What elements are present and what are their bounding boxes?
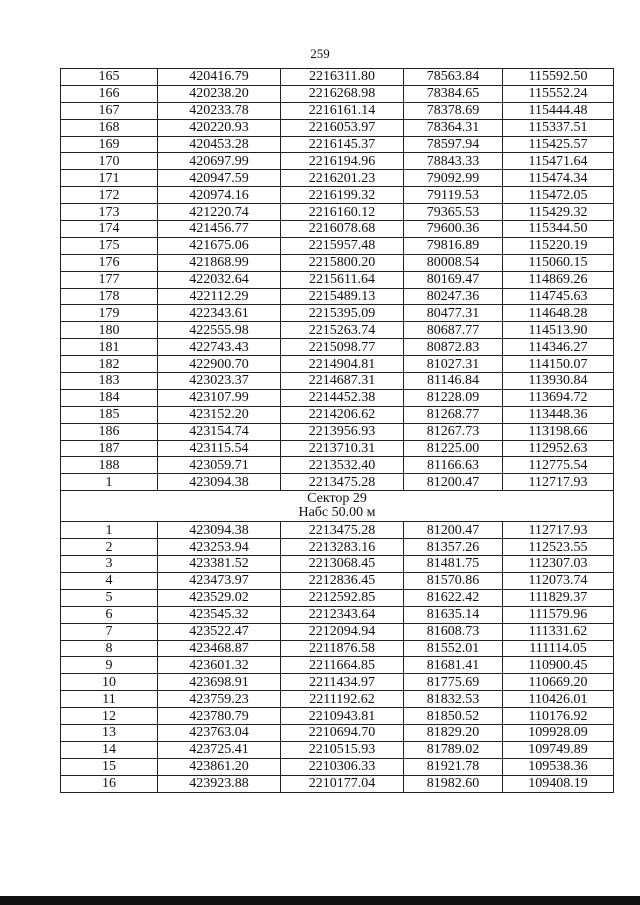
coordinate-cell: 423094.38 <box>158 522 281 539</box>
point-number-cell: 168 <box>61 119 158 136</box>
coordinate-cell: 422743.43 <box>158 339 281 356</box>
coordinate-cell: 2211434.97 <box>281 674 404 691</box>
coordinate-cell: 423154.74 <box>158 423 281 440</box>
coordinate-cell: 423780.79 <box>158 708 281 725</box>
point-number-cell: 182 <box>61 356 158 373</box>
coordinate-cell: 111579.96 <box>503 606 614 623</box>
coordinate-cell: 2210694.70 <box>281 724 404 741</box>
coordinate-cell: 423468.87 <box>158 640 281 657</box>
coordinate-cell: 81850.52 <box>404 708 503 725</box>
coordinate-cell: 109749.89 <box>503 741 614 758</box>
coordinate-cell: 112307.03 <box>503 556 614 573</box>
coordinate-cell: 423923.88 <box>158 775 281 792</box>
point-number-cell: 16 <box>61 775 158 792</box>
coordinate-cell: 2215800.20 <box>281 254 404 271</box>
coordinate-cell: 423094.38 <box>158 474 281 491</box>
table-row <box>61 522 614 539</box>
coordinate-cell: 420416.79 <box>158 69 281 86</box>
coordinate-cell: 111114.05 <box>503 640 614 657</box>
coordinate-cell: 423115.54 <box>158 440 281 457</box>
table-row <box>61 775 614 792</box>
coordinate-cell: 110669.20 <box>503 674 614 691</box>
coordinate-cell: 80477.31 <box>404 305 503 322</box>
point-number-cell: 12 <box>61 708 158 725</box>
point-number-cell: 15 <box>61 758 158 775</box>
coordinate-cell: 78597.94 <box>404 136 503 153</box>
coordinate-cell: 2216201.23 <box>281 170 404 187</box>
table-row <box>61 640 614 657</box>
table-row <box>61 389 614 406</box>
point-number-cell: 172 <box>61 187 158 204</box>
table-row <box>61 221 614 238</box>
table-row <box>61 556 614 573</box>
coordinate-cell: 2216311.80 <box>281 69 404 86</box>
coordinate-cell: 2216053.97 <box>281 119 404 136</box>
coordinate-cell: 115344.50 <box>503 221 614 238</box>
point-number-cell: 14 <box>61 741 158 758</box>
point-number-cell: 4 <box>61 572 158 589</box>
point-number-cell: 178 <box>61 288 158 305</box>
coordinate-cell: 114150.07 <box>503 356 614 373</box>
coordinate-cell: 81921.78 <box>404 758 503 775</box>
page-number: 259 <box>310 46 330 61</box>
coordinate-cell: 81829.20 <box>404 724 503 741</box>
point-number-cell: 183 <box>61 373 158 390</box>
coordinate-cell: 81622.42 <box>404 589 503 606</box>
coordinate-cell: 78843.33 <box>404 153 503 170</box>
coordinate-cell: 81681.41 <box>404 657 503 674</box>
coordinate-cell: 2215098.77 <box>281 339 404 356</box>
coordinate-cell: 2213283.16 <box>281 539 404 556</box>
point-number-cell: 179 <box>61 305 158 322</box>
table-row <box>61 623 614 640</box>
coordinates-table-body-bottom <box>61 522 614 792</box>
table-row <box>61 572 614 589</box>
coordinate-cell: 80008.54 <box>404 254 503 271</box>
table-row <box>61 406 614 423</box>
coordinate-cell: 115429.32 <box>503 204 614 221</box>
sector-header-cell <box>61 491 614 522</box>
point-number-cell: 165 <box>61 69 158 86</box>
point-number-cell: 1 <box>61 474 158 491</box>
table-row <box>61 708 614 725</box>
coordinate-cell: 81775.69 <box>404 674 503 691</box>
table-row <box>61 440 614 457</box>
table-row <box>61 539 614 556</box>
table-row <box>61 187 614 204</box>
coordinate-cell: 423763.04 <box>158 724 281 741</box>
coordinate-cell: 420974.16 <box>158 187 281 204</box>
coordinate-cell: 112775.54 <box>503 457 614 474</box>
coordinate-cell: 81027.31 <box>404 356 503 373</box>
point-number-cell: 180 <box>61 322 158 339</box>
coordinate-cell: 115592.50 <box>503 69 614 86</box>
coordinate-cell: 2210943.81 <box>281 708 404 725</box>
coordinate-cell: 420697.99 <box>158 153 281 170</box>
table-row <box>61 102 614 119</box>
coordinate-cell: 115472.05 <box>503 187 614 204</box>
coordinate-cell: 81146.84 <box>404 373 503 390</box>
coordinate-cell: 423107.99 <box>158 389 281 406</box>
table-row <box>61 305 614 322</box>
coordinate-cell: 2216199.32 <box>281 187 404 204</box>
coordinate-cell: 420453.28 <box>158 136 281 153</box>
coordinate-cell: 421868.99 <box>158 254 281 271</box>
sector-title: Сектор 29 <box>307 491 367 507</box>
point-number-cell: 187 <box>61 440 158 457</box>
point-number-cell: 6 <box>61 606 158 623</box>
coordinate-cell: 110176.92 <box>503 708 614 725</box>
table-row <box>61 204 614 221</box>
table-row <box>61 373 614 390</box>
coordinate-cell: 420220.93 <box>158 119 281 136</box>
coordinate-cell: 2213475.28 <box>281 474 404 491</box>
coordinate-cell: 80872.83 <box>404 339 503 356</box>
coordinate-cell: 109928.09 <box>503 724 614 741</box>
coordinate-cell: 2212592.85 <box>281 589 404 606</box>
point-number-cell: 177 <box>61 271 158 288</box>
coordinate-cell: 2212094.94 <box>281 623 404 640</box>
table-row <box>61 322 614 339</box>
point-number-cell: 11 <box>61 691 158 708</box>
coordinate-cell: 78378.69 <box>404 102 503 119</box>
point-number-cell: 8 <box>61 640 158 657</box>
table-row <box>61 691 614 708</box>
table-row <box>61 356 614 373</box>
coordinate-cell: 111331.62 <box>503 623 614 640</box>
scan-bottom-edge <box>0 896 640 905</box>
point-number-cell: 174 <box>61 221 158 238</box>
table-row <box>61 271 614 288</box>
coordinate-cell: 81982.60 <box>404 775 503 792</box>
coordinate-cell: 79365.53 <box>404 204 503 221</box>
coordinate-cell: 2212836.45 <box>281 572 404 589</box>
coordinate-cell: 81225.00 <box>404 440 503 457</box>
coordinate-cell: 115474.34 <box>503 170 614 187</box>
coordinate-cell: 423522.47 <box>158 623 281 640</box>
point-number-cell: 1 <box>61 522 158 539</box>
point-number-cell: 169 <box>61 136 158 153</box>
table-row <box>61 657 614 674</box>
coordinate-cell: 2216160.12 <box>281 204 404 221</box>
coordinate-cell: 115444.48 <box>503 102 614 119</box>
coordinate-cell: 79816.89 <box>404 237 503 254</box>
point-number-cell: 175 <box>61 237 158 254</box>
point-number-cell: 181 <box>61 339 158 356</box>
point-number-cell: 171 <box>61 170 158 187</box>
coordinate-cell: 81357.26 <box>404 539 503 556</box>
coordinate-cell: 110426.01 <box>503 691 614 708</box>
coordinate-cell: 112717.93 <box>503 474 614 491</box>
table-row <box>61 237 614 254</box>
table-row <box>61 474 614 491</box>
coordinate-cell: 81267.73 <box>404 423 503 440</box>
coordinate-cell: 2215489.13 <box>281 288 404 305</box>
sector-height: Набс 50.00 м <box>298 505 376 521</box>
point-number-cell: 170 <box>61 153 158 170</box>
table-row <box>61 288 614 305</box>
coordinate-cell: 2210306.33 <box>281 758 404 775</box>
coordinate-cell: 115060.15 <box>503 254 614 271</box>
point-number-cell: 184 <box>61 389 158 406</box>
point-number-cell: 185 <box>61 406 158 423</box>
table-row <box>61 741 614 758</box>
coordinate-cell: 423059.71 <box>158 457 281 474</box>
coordinate-cell: 81789.02 <box>404 741 503 758</box>
coordinate-cell: 421220.74 <box>158 204 281 221</box>
coordinate-cell: 112073.74 <box>503 572 614 589</box>
coordinate-cell: 423253.94 <box>158 539 281 556</box>
point-number-cell: 9 <box>61 657 158 674</box>
coordinate-cell: 78384.65 <box>404 85 503 102</box>
coordinate-cell: 2213956.93 <box>281 423 404 440</box>
coordinate-cell: 114648.28 <box>503 305 614 322</box>
point-number-cell: 10 <box>61 674 158 691</box>
coordinate-cell: 81552.01 <box>404 640 503 657</box>
coordinate-cell: 78563.84 <box>404 69 503 86</box>
coordinate-cell: 114513.90 <box>503 322 614 339</box>
table-row <box>61 119 614 136</box>
coordinate-cell: 423545.32 <box>158 606 281 623</box>
coordinate-cell: 423759.23 <box>158 691 281 708</box>
coordinate-cell: 2214904.81 <box>281 356 404 373</box>
coordinate-cell: 2215957.48 <box>281 237 404 254</box>
table-row <box>61 339 614 356</box>
point-number-cell: 173 <box>61 204 158 221</box>
coordinate-cell: 81570.86 <box>404 572 503 589</box>
coordinate-cell: 81481.75 <box>404 556 503 573</box>
coordinate-cell: 2213710.31 <box>281 440 404 457</box>
table-row <box>61 153 614 170</box>
point-number-cell: 7 <box>61 623 158 640</box>
point-number-cell: 3 <box>61 556 158 573</box>
coordinate-cell: 81608.73 <box>404 623 503 640</box>
coordinate-cell: 2216268.98 <box>281 85 404 102</box>
coordinate-cell: 80247.36 <box>404 288 503 305</box>
table-row <box>61 254 614 271</box>
point-number-cell: 13 <box>61 724 158 741</box>
coordinate-cell: 113198.66 <box>503 423 614 440</box>
coordinate-cell: 423529.02 <box>158 589 281 606</box>
coordinates-table <box>60 68 614 793</box>
coordinate-cell: 81832.53 <box>404 691 503 708</box>
coordinate-cell: 115552.24 <box>503 85 614 102</box>
coordinate-cell: 112952.63 <box>503 440 614 457</box>
coordinate-cell: 79119.53 <box>404 187 503 204</box>
point-number-cell: 166 <box>61 85 158 102</box>
coordinate-cell: 81200.47 <box>404 522 503 539</box>
coordinate-cell: 420233.78 <box>158 102 281 119</box>
coordinate-cell: 109408.19 <box>503 775 614 792</box>
coordinate-cell: 2210515.93 <box>281 741 404 758</box>
coordinate-cell: 81268.77 <box>404 406 503 423</box>
point-number-cell: 2 <box>61 539 158 556</box>
coordinate-cell: 81635.14 <box>404 606 503 623</box>
coordinate-cell: 115471.64 <box>503 153 614 170</box>
coordinate-cell: 421456.77 <box>158 221 281 238</box>
coordinate-cell: 422555.98 <box>158 322 281 339</box>
coordinate-cell: 423861.20 <box>158 758 281 775</box>
coordinate-cell: 2211876.58 <box>281 640 404 657</box>
coordinate-cell: 81166.63 <box>404 457 503 474</box>
coordinate-cell: 2211664.85 <box>281 657 404 674</box>
coordinate-cell: 2215263.74 <box>281 322 404 339</box>
coordinate-cell: 114346.27 <box>503 339 614 356</box>
coordinate-cell: 112523.55 <box>503 539 614 556</box>
coordinate-cell: 423152.20 <box>158 406 281 423</box>
coordinate-cell: 114745.63 <box>503 288 614 305</box>
coordinate-cell: 80169.47 <box>404 271 503 288</box>
coordinate-cell: 422900.70 <box>158 356 281 373</box>
coordinate-cell: 422032.64 <box>158 271 281 288</box>
coordinate-cell: 115425.57 <box>503 136 614 153</box>
coordinate-cell: 2214206.62 <box>281 406 404 423</box>
coordinate-cell: 2216161.14 <box>281 102 404 119</box>
coordinate-cell: 2211192.62 <box>281 691 404 708</box>
table-row <box>61 69 614 86</box>
coordinate-cell: 422343.61 <box>158 305 281 322</box>
coordinate-cell: 78364.31 <box>404 119 503 136</box>
coordinate-cell: 79092.99 <box>404 170 503 187</box>
coordinate-cell: 79600.36 <box>404 221 503 238</box>
coordinate-cell: 111829.37 <box>503 589 614 606</box>
coordinate-cell: 113930.84 <box>503 373 614 390</box>
coordinate-cell: 420947.59 <box>158 170 281 187</box>
table-row <box>61 589 614 606</box>
point-number-cell: 5 <box>61 589 158 606</box>
point-number-cell: 188 <box>61 457 158 474</box>
coordinate-cell: 2216194.96 <box>281 153 404 170</box>
coordinate-cell: 423473.97 <box>158 572 281 589</box>
coordinate-cell: 115337.51 <box>503 119 614 136</box>
coordinate-cell: 2214452.38 <box>281 389 404 406</box>
sector-header-row <box>61 491 614 522</box>
coordinate-cell: 2214687.31 <box>281 373 404 390</box>
coordinate-cell: 422112.29 <box>158 288 281 305</box>
coordinate-cell: 110900.45 <box>503 657 614 674</box>
coordinate-cell: 80687.77 <box>404 322 503 339</box>
coordinate-cell: 2210177.04 <box>281 775 404 792</box>
coordinate-cell: 2216078.68 <box>281 221 404 238</box>
coordinate-cell: 421675.06 <box>158 237 281 254</box>
table-row <box>61 170 614 187</box>
coordinate-cell: 2215611.64 <box>281 271 404 288</box>
coordinate-cell: 2216145.37 <box>281 136 404 153</box>
coordinate-cell: 423725.41 <box>158 741 281 758</box>
coordinate-cell: 81228.09 <box>404 389 503 406</box>
coordinate-cell: 423023.37 <box>158 373 281 390</box>
coordinate-cell: 115220.19 <box>503 237 614 254</box>
table-row <box>61 674 614 691</box>
point-number-cell: 186 <box>61 423 158 440</box>
coordinate-cell: 423698.91 <box>158 674 281 691</box>
coordinate-cell: 423601.32 <box>158 657 281 674</box>
coordinate-cell: 81200.47 <box>404 474 503 491</box>
coordinate-cell: 2213475.28 <box>281 522 404 539</box>
table-row <box>61 457 614 474</box>
coordinate-cell: 423381.52 <box>158 556 281 573</box>
coordinate-cell: 2212343.64 <box>281 606 404 623</box>
table-row <box>61 758 614 775</box>
coordinate-cell: 112717.93 <box>503 522 614 539</box>
coordinate-cell: 2213532.40 <box>281 457 404 474</box>
point-number-cell: 167 <box>61 102 158 119</box>
table-row <box>61 85 614 102</box>
coordinates-table-body-top <box>61 69 614 491</box>
coordinate-cell: 109538.36 <box>503 758 614 775</box>
coordinate-cell: 113694.72 <box>503 389 614 406</box>
coordinate-cell: 420238.20 <box>158 85 281 102</box>
sector-header-group <box>61 491 614 522</box>
coordinate-cell: 2213068.45 <box>281 556 404 573</box>
coordinate-cell: 114869.26 <box>503 271 614 288</box>
table-row <box>61 423 614 440</box>
coordinate-cell: 2215395.09 <box>281 305 404 322</box>
table-row <box>61 136 614 153</box>
table-row <box>61 724 614 741</box>
table-row <box>61 606 614 623</box>
point-number-cell: 176 <box>61 254 158 271</box>
coordinate-cell: 113448.36 <box>503 406 614 423</box>
